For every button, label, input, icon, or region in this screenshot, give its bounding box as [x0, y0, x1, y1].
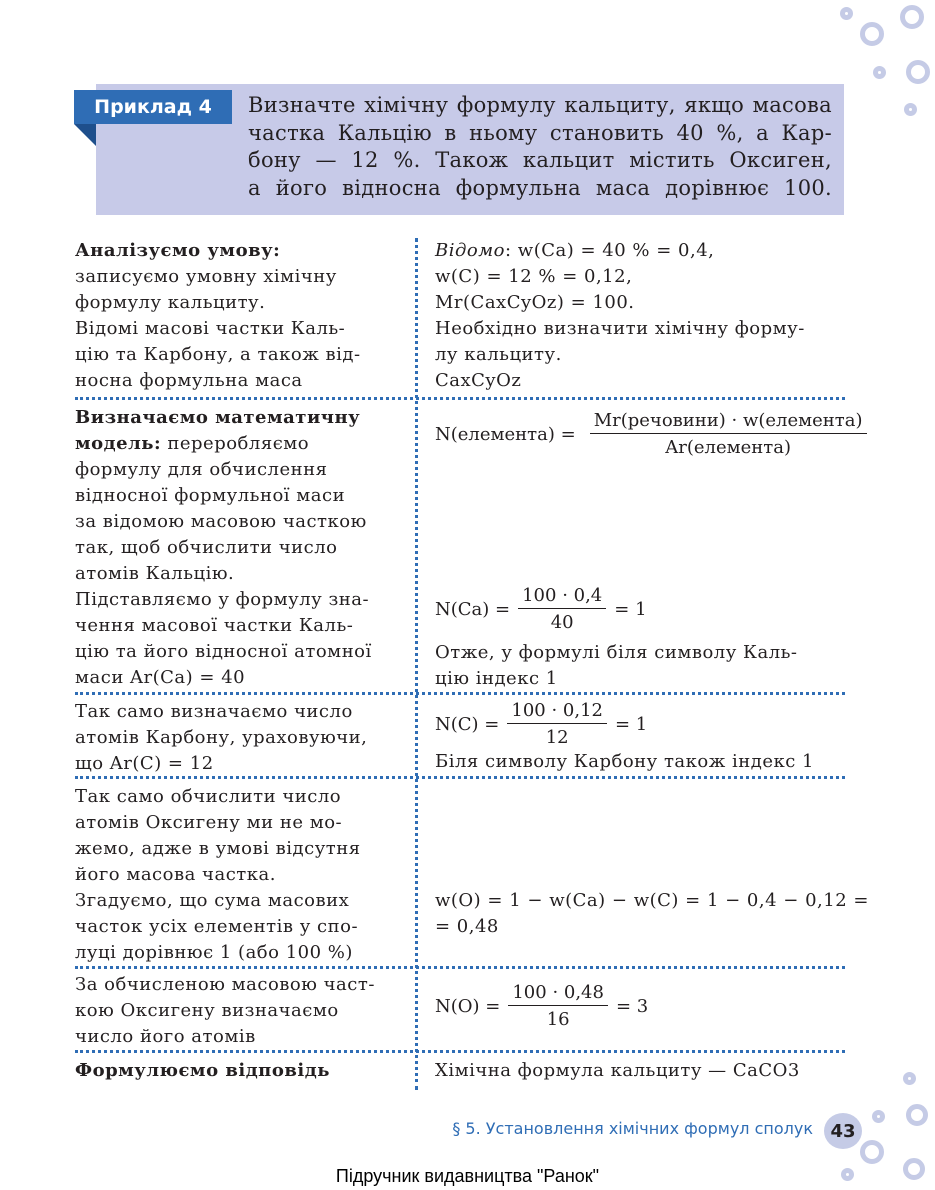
carbon-line: атомів Карбону, ураховуючи,	[75, 727, 368, 748]
analysis-left	[75, 238, 411, 394]
analysis-line: записуємо умовну хімічну	[75, 266, 337, 287]
c-equation-fraction	[507, 700, 607, 748]
row-divider	[75, 1050, 845, 1053]
decor-bubble	[872, 1110, 885, 1123]
ca-conclusion-line: цію індекс 1	[435, 668, 558, 689]
answer-text: Хімічна формула кальциту — CaCO3	[435, 1060, 800, 1081]
model-heading-bold: модель:	[75, 433, 162, 454]
oxygen-count-line: кою Оксигену визначаємо	[75, 1000, 339, 1021]
footer-section-title: § 5. Установлення хімічних формул сполук	[452, 1119, 813, 1138]
carbon-line: Так само визначаємо число	[75, 701, 353, 722]
oxygen-fraction-line: атомів Оксигену ми не мо-	[75, 812, 343, 833]
ca-equation-numerator: 100 · 0,4	[518, 585, 606, 609]
oxygen-fraction-line: його масова частка.	[75, 864, 276, 885]
oxygen-count-line: число його атомів	[75, 1026, 256, 1047]
example-text-line: а його відносна формульна маса дорівнює 100.	[248, 175, 832, 200]
o-equation-lhs: N(O) =	[435, 995, 501, 1017]
c-equation	[435, 700, 647, 748]
analysis-right	[435, 238, 855, 394]
known-values-line	[435, 238, 855, 264]
model-line: відносної формульної маси	[75, 485, 346, 506]
general-formula-numerator: Mr(речовини) · w(елемента)	[590, 410, 867, 434]
model-line: цію та його відносної атомної	[75, 641, 372, 662]
c-conclusion	[435, 749, 855, 775]
oxygen-count-left	[75, 972, 411, 1050]
column-divider	[415, 238, 418, 1090]
ca-equation	[435, 585, 647, 633]
analysis-line: формулу кальциту.	[75, 292, 266, 313]
mr-formula: Mr(CaxCyOz) = 100.	[435, 292, 635, 313]
c-equation-result: = 1	[614, 713, 648, 735]
decor-bubble	[860, 1140, 884, 1164]
model-line: за відомою масовою часткою	[75, 511, 367, 532]
o-equation-numerator: 100 · 0,48	[508, 982, 608, 1006]
decor-bubble	[900, 5, 924, 29]
general-formula-fraction	[590, 410, 867, 458]
c-equation-denominator: 12	[545, 727, 569, 748]
carbon-left	[75, 699, 411, 777]
oxygen-fraction-line: Так само обчислити число	[75, 786, 342, 807]
analysis-line: цію та Карбону, а також від-	[75, 344, 361, 365]
analysis-heading: Аналізуємо умову:	[75, 240, 281, 261]
find-line: Необхідно визначити хімічну форму-	[435, 318, 805, 339]
decor-bubble	[904, 103, 917, 116]
oxygen-fraction-line: жемо, адже в умові відсутня	[75, 838, 361, 859]
decor-bubble	[906, 60, 930, 84]
example-text-line: частка Кальцію в ньому становить 40 %, а Кар-	[248, 120, 832, 145]
general-formula-denominator: Ar(елемента)	[665, 437, 791, 458]
model-line: чення масової частки Каль-	[75, 615, 354, 636]
model-line: маси Ar(Ca) = 40	[75, 667, 246, 688]
example-text	[248, 92, 832, 202]
model-heading: Визначаємо математичну	[75, 407, 361, 428]
page-number: 43	[830, 1120, 856, 1142]
decor-bubble	[906, 1104, 928, 1126]
unknown-formula: CaxCyOz	[435, 370, 522, 391]
oxygen-fraction-equation-line: w(O) = 1 − w(Ca) − w(C) = 1 − 0,4 − 0,12 =	[435, 890, 869, 911]
analysis-line: носна формульна маса	[75, 370, 303, 391]
example-tab-label: Приклад 4	[94, 96, 212, 118]
decor-bubble	[903, 1072, 916, 1085]
decor-bubble	[873, 66, 886, 79]
w-c-value: w(C) = 12 % = 0,12,	[435, 266, 633, 287]
answer-right	[435, 1058, 855, 1084]
example-tab-fold	[74, 124, 96, 146]
model-left	[75, 405, 411, 691]
o-equation-fraction	[508, 982, 608, 1030]
ca-equation-fraction	[518, 585, 606, 633]
c-equation-lhs: N(C) =	[435, 713, 500, 735]
ca-equation-result: = 1	[614, 598, 647, 620]
oxygen-fraction-equation-line: = 0,48	[435, 916, 499, 937]
w-ca-value: : w(Ca) = 40 % = 0,4,	[505, 240, 715, 261]
analysis-line: Відомі масові частки Каль-	[75, 318, 346, 339]
example-text-line: Визначте хімічну формулу кальциту, якщо масова	[248, 93, 832, 117]
page-number-badge	[824, 1113, 862, 1149]
oxygen-fraction-equation	[435, 888, 869, 940]
known-label: Відомо	[435, 240, 505, 261]
ca-conclusion	[435, 640, 855, 692]
model-line: Підставляємо у формулу зна-	[75, 589, 370, 610]
model-heading-line2	[75, 431, 411, 457]
find-line: лу кальциту.	[435, 344, 562, 365]
model-line: атомів Кальцію.	[75, 563, 235, 584]
row-divider	[75, 966, 845, 969]
oxygen-fraction-left	[75, 784, 411, 966]
answer-left	[75, 1058, 411, 1084]
oxygen-fraction-line: часток усіх елементів у спо-	[75, 916, 359, 937]
model-line: формулу для обчислення	[75, 459, 328, 480]
oxygen-fraction-line: Згадуємо, що сума масових	[75, 890, 350, 911]
decor-bubble	[860, 22, 884, 46]
ca-equation-denominator: 40	[550, 612, 574, 633]
publisher-caption: Підручник видавництва "Ранок"	[335, 1166, 600, 1186]
oxygen-fraction-line: луці дорівнює 1 (або 100 %)	[75, 942, 353, 963]
ca-equation-lhs: N(Ca) =	[435, 598, 511, 620]
model-line: так, щоб обчислити число	[75, 537, 338, 558]
oxygen-count-line: За обчисленою масовою част-	[75, 974, 375, 995]
answer-heading: Формулюємо відповідь	[75, 1060, 330, 1081]
o-equation	[435, 982, 648, 1030]
example-tab	[74, 90, 232, 124]
row-divider	[75, 692, 845, 695]
decor-bubble	[840, 7, 853, 20]
o-equation-result: = 3	[615, 995, 649, 1017]
general-formula	[435, 410, 875, 458]
o-equation-denominator: 16	[546, 1009, 570, 1030]
c-equation-numerator: 100 · 0,12	[507, 700, 607, 724]
model-heading-rest: переробляємо	[161, 433, 310, 454]
c-conclusion-line: Біля символу Карбону також індекс 1	[435, 751, 815, 772]
example-text-line: бону — 12 %. Також кальцит містить Оксиген,	[248, 148, 832, 172]
ca-conclusion-line: Отже, у формулі біля символу Каль-	[435, 642, 798, 663]
carbon-line: що Ar(C) = 12	[75, 753, 214, 774]
general-formula-lhs: N(елемента) =	[435, 423, 576, 445]
row-divider	[75, 397, 845, 400]
